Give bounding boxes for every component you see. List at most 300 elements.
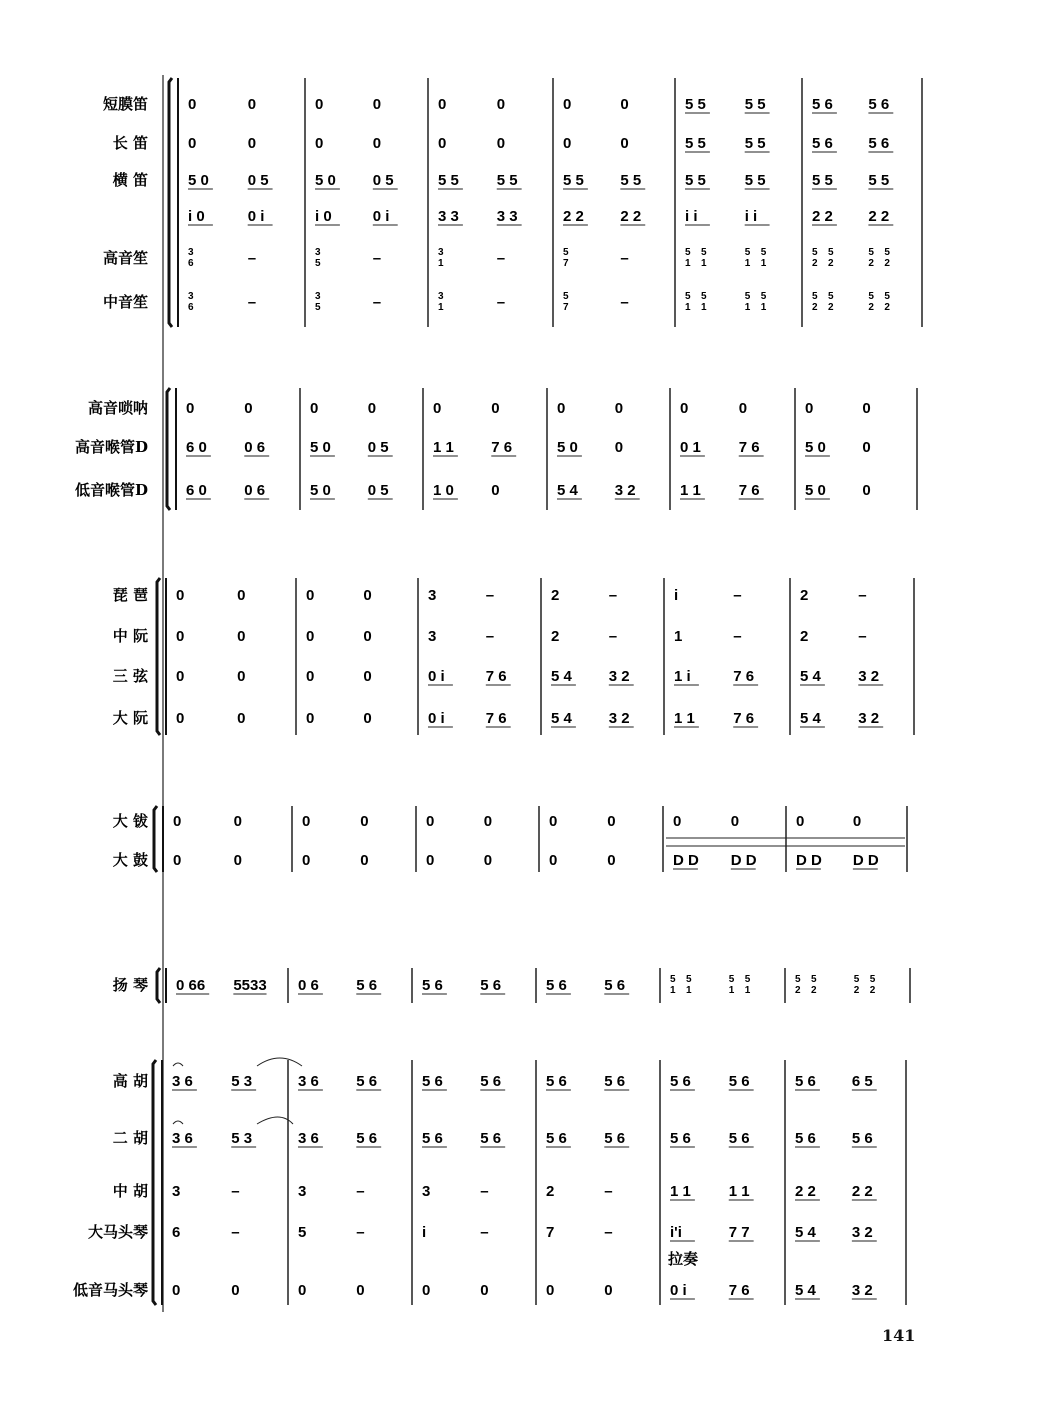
note-beat-1: 6 bbox=[172, 1224, 181, 1241]
note-beat-1: 0 bbox=[796, 813, 805, 830]
instrument-name: 三 弦 bbox=[112, 667, 148, 685]
note-beat-1: 0 bbox=[186, 400, 195, 417]
note-beat-1: 0 bbox=[546, 1282, 555, 1299]
slur bbox=[257, 1058, 302, 1066]
note-beat-1: 0 bbox=[563, 96, 572, 113]
note-beat-1-lower: 2 bbox=[812, 258, 818, 269]
note-beat-2: 0 bbox=[237, 668, 246, 685]
note-beat-1: 3 bbox=[428, 587, 437, 604]
note-beat-1-upper: 5 bbox=[795, 974, 801, 985]
note-beat-2: 5 6 bbox=[356, 977, 378, 994]
note-beat-2: 0 bbox=[480, 1282, 489, 1299]
note-beat-2-upper: 5 bbox=[884, 247, 890, 258]
note-beat-2: 5 6 bbox=[728, 1073, 750, 1090]
note-beat-1: 0 bbox=[426, 852, 435, 869]
note-beat-2-upper: 5 bbox=[868, 247, 874, 258]
note-beat-1: 2 bbox=[551, 628, 560, 645]
note-beat-2: – bbox=[496, 294, 506, 311]
note-beat-2: 3 2 bbox=[608, 668, 630, 685]
note-beat-1: 3 6 bbox=[298, 1073, 319, 1090]
note-beat-1-upper: 5 bbox=[563, 291, 569, 302]
instrument-name: 低音马头琴 bbox=[72, 1281, 148, 1299]
note-beat-1-upper: 5 bbox=[701, 291, 707, 302]
note-beat-1: 3 bbox=[428, 628, 437, 645]
note-beat-2: 0 bbox=[862, 439, 871, 456]
note-beat-2: 0 bbox=[247, 96, 257, 113]
note-beat-2: 3 2 bbox=[851, 1224, 873, 1241]
instrument-name: 高音喉管D bbox=[74, 438, 148, 456]
note-beat-2: 5 6 bbox=[868, 96, 890, 113]
note-beat-2: 0 bbox=[496, 135, 506, 152]
note-beat-1: 0 i bbox=[428, 668, 445, 685]
note-beat-1: 5 6 bbox=[422, 977, 443, 994]
note-beat-1-lower: 5 bbox=[315, 258, 321, 269]
note-beat-1: 5 4 bbox=[795, 1282, 816, 1299]
note-beat-2-upper: 5 bbox=[744, 291, 751, 302]
note-beat-2: 7 6 bbox=[485, 668, 507, 685]
note-beat-1: 5 6 bbox=[795, 1130, 816, 1147]
note-beat-2: – bbox=[372, 294, 382, 311]
note-beat-1: D D bbox=[796, 852, 822, 869]
note-beat-1: 2 2 bbox=[812, 208, 833, 225]
note-beat-1: 3 bbox=[298, 1183, 307, 1200]
note-beat-2: 0 bbox=[363, 628, 372, 645]
note-beat-1-upper: 3 bbox=[315, 247, 321, 258]
note-beat-1: 0 bbox=[680, 400, 689, 417]
note-beat-2: – bbox=[231, 1224, 240, 1241]
note-beat-2: 7 6 bbox=[728, 1282, 750, 1299]
note-beat-2: 3 2 bbox=[858, 710, 880, 727]
note-beat-1: 0 bbox=[306, 710, 315, 727]
note-beat-2: 7 6 bbox=[738, 482, 760, 499]
note-beat-1: 0 bbox=[188, 96, 197, 113]
note-beat-2: – bbox=[608, 628, 618, 645]
note-beat-1: 3 3 bbox=[438, 208, 459, 225]
instrument-name: 大 鼓 bbox=[112, 851, 148, 869]
note-beat-1: 0 bbox=[173, 813, 182, 830]
note-beat-2: 3 3 bbox=[496, 208, 518, 225]
note-beat-1: 5 6 bbox=[812, 96, 833, 113]
note-beat-1: 0 6 bbox=[298, 977, 319, 994]
note-beat-1: 0 bbox=[306, 587, 315, 604]
note-beat-1: 5 6 bbox=[795, 1073, 816, 1090]
note-beat-2-lower: 2 bbox=[868, 302, 874, 313]
note-beat-1-lower: 2 bbox=[811, 985, 817, 996]
note-beat-1: i i bbox=[685, 208, 698, 225]
note-beat-1: 5 5 bbox=[438, 172, 459, 189]
note-beat-1: 1 bbox=[674, 628, 683, 645]
note-beat-2: 0 5 bbox=[247, 172, 269, 189]
note-beat-1-lower: 1 bbox=[686, 985, 692, 996]
note-beat-1: 0 bbox=[805, 400, 814, 417]
note-beat-1: 5 4 bbox=[800, 668, 821, 685]
note-beat-1: 5 0 bbox=[805, 482, 826, 499]
note-beat-2: – bbox=[356, 1183, 365, 1200]
note-beat-1: 0 bbox=[302, 852, 311, 869]
note-beat-1: 0 66 bbox=[176, 977, 206, 994]
note-beat-2: 0 bbox=[231, 1282, 240, 1299]
note-beat-1-upper: 5 bbox=[686, 974, 692, 985]
note-beat-1-lower: 1 bbox=[438, 302, 444, 313]
note-beat-1: 0 bbox=[557, 400, 566, 417]
note-beat-2-upper: 5 bbox=[760, 291, 767, 302]
note-beat-2: 5 5 bbox=[744, 172, 766, 189]
note-beat-1-upper: 5 bbox=[828, 291, 834, 302]
note-beat-1: 5 6 bbox=[546, 1130, 567, 1147]
note-beat-1: 0 bbox=[302, 813, 311, 830]
note-beat-1: 0 bbox=[306, 668, 315, 685]
note-beat-2: 5533 bbox=[233, 977, 267, 994]
note-beat-1-lower: 7 bbox=[563, 258, 569, 269]
note-beat-2: – bbox=[485, 628, 495, 645]
note-beat-1: 2 bbox=[800, 628, 809, 645]
note-beat-2: 2 2 bbox=[620, 208, 642, 225]
note-beat-2-lower: 1 bbox=[744, 302, 751, 313]
note-beat-1: 5 6 bbox=[422, 1130, 443, 1147]
note-beat-1: 5 6 bbox=[546, 977, 567, 994]
instrument-name: 中 胡 bbox=[112, 1182, 148, 1200]
note-beat-2: 7 6 bbox=[491, 439, 513, 456]
note-beat-2: 5 6 bbox=[851, 1130, 873, 1147]
note-beat-1: 5 0 bbox=[557, 439, 578, 456]
instrument-name: 琵 琶 bbox=[112, 586, 148, 604]
note-beat-1: 5 0 bbox=[310, 482, 331, 499]
note-beat-2: 5 5 bbox=[496, 172, 518, 189]
note-beat-1: 0 bbox=[176, 587, 185, 604]
note-beat-2: 5 6 bbox=[604, 977, 626, 994]
note-beat-1: 0 i bbox=[428, 710, 445, 727]
note-beat-1-lower: 6 bbox=[188, 258, 194, 269]
note-beat-1-lower: 2 bbox=[828, 258, 834, 269]
note-beat-1: i 0 bbox=[188, 208, 205, 225]
note-beat-2: i i bbox=[744, 208, 758, 225]
note-beat-2-upper: 5 bbox=[853, 974, 860, 985]
note-beat-1: 2 bbox=[546, 1183, 555, 1200]
group-bracket bbox=[157, 578, 160, 735]
note-beat-2-lower: 1 bbox=[744, 258, 751, 269]
note-beat-1: 5 5 bbox=[685, 135, 706, 152]
note-beat-2: 0 6 bbox=[244, 482, 266, 499]
note-beat-2: 0 bbox=[363, 710, 372, 727]
note-beat-1: i bbox=[674, 587, 679, 604]
note-beat-1: 5 0 bbox=[315, 172, 336, 189]
note-beat-2: 0 bbox=[738, 400, 748, 417]
note-beat-2: – bbox=[480, 1183, 489, 1200]
note-beat-1: 0 bbox=[673, 813, 682, 830]
note-beat-1: 7 bbox=[546, 1224, 555, 1241]
note-beat-2-upper: 5 bbox=[760, 247, 767, 258]
note-beat-2: 0 bbox=[233, 852, 242, 869]
note-beat-2: 0 bbox=[730, 813, 740, 830]
note-beat-2: 0 bbox=[237, 587, 246, 604]
note-beat-2: – bbox=[247, 294, 257, 311]
group-bracket bbox=[154, 806, 157, 872]
group-bracket bbox=[153, 1060, 156, 1305]
note-beat-2: – bbox=[356, 1224, 365, 1241]
note-beat-1: i 0 bbox=[315, 208, 332, 225]
note-beat-2: 0 bbox=[483, 852, 493, 869]
instrument-name: 中 阮 bbox=[112, 627, 148, 645]
note-beat-1-upper: 3 bbox=[188, 247, 194, 258]
note-beat-1: 3 6 bbox=[172, 1073, 193, 1090]
note-beat-1: 0 bbox=[188, 135, 197, 152]
note-beat-1: 1 1 bbox=[670, 1183, 691, 1200]
note-beat-1: 6 0 bbox=[186, 439, 207, 456]
note-beat-1: 5 6 bbox=[670, 1130, 691, 1147]
note-beat-2: 0 bbox=[607, 852, 616, 869]
note-beat-2: D D bbox=[852, 852, 879, 869]
group-bracket bbox=[167, 388, 170, 510]
note-beat-1-upper: 5 bbox=[812, 247, 818, 258]
note-beat-1: 2 bbox=[551, 587, 560, 604]
group-bracket bbox=[157, 968, 160, 1003]
note-beat-2: 5 6 bbox=[604, 1130, 626, 1147]
note-beat-2: 0 bbox=[614, 400, 624, 417]
note-beat-2: 3 2 bbox=[858, 668, 880, 685]
note-beat-1: 0 bbox=[298, 1282, 307, 1299]
instrument-name: 大 钹 bbox=[112, 812, 148, 830]
note-beat-2: – bbox=[247, 250, 257, 267]
note-beat-2: 0 i bbox=[247, 208, 265, 225]
note-beat-2: 0 bbox=[356, 1282, 365, 1299]
note-beat-1: 0 i bbox=[670, 1282, 687, 1299]
note-beat-2: 3 2 bbox=[614, 482, 636, 499]
note-beat-2: 3 2 bbox=[851, 1282, 873, 1299]
instrument-name: 横 笛 bbox=[112, 171, 148, 189]
note-beat-1: i bbox=[422, 1224, 427, 1241]
note-beat-1: 5 4 bbox=[551, 668, 572, 685]
note-beat-1-lower: 2 bbox=[812, 302, 818, 313]
instrument-name: 长 笛 bbox=[112, 134, 148, 152]
note-beat-2: 5 3 bbox=[231, 1130, 253, 1147]
instrument-name: 高音唢呐 bbox=[87, 399, 148, 417]
note-beat-1: 5 4 bbox=[800, 710, 821, 727]
note-beat-2: – bbox=[858, 628, 867, 645]
note-beat-1-upper: 3 bbox=[438, 247, 444, 258]
note-beat-2: 0 5 bbox=[367, 482, 389, 499]
note-beat-1: 5 6 bbox=[422, 1073, 443, 1090]
note-beat-2-upper: 5 bbox=[744, 974, 751, 985]
note-beat-2: 0 5 bbox=[372, 172, 394, 189]
note-beat-1-lower: 1 bbox=[438, 258, 444, 269]
note-beat-1-upper: 3 bbox=[438, 291, 444, 302]
note-beat-2: – bbox=[620, 250, 629, 267]
note-beat-1: 5 4 bbox=[557, 482, 578, 499]
instrument-name: 扬 琴 bbox=[112, 976, 148, 994]
note-beat-2: 0 bbox=[372, 96, 382, 113]
performance-annotation: 拉奏 bbox=[668, 1250, 699, 1268]
note-beat-2: 0 bbox=[247, 135, 257, 152]
note-beat-1-lower: 1 bbox=[685, 258, 691, 269]
note-beat-1-lower: 2 bbox=[795, 985, 801, 996]
note-beat-2-upper: 5 bbox=[884, 291, 890, 302]
instrument-name: 高 胡 bbox=[112, 1072, 148, 1090]
note-beat-2: 0 bbox=[620, 96, 629, 113]
note-beat-2: 0 bbox=[862, 400, 871, 417]
note-beat-2: 3 2 bbox=[608, 710, 630, 727]
note-beat-1: 5 6 bbox=[546, 1073, 567, 1090]
note-beat-1: D D bbox=[673, 852, 699, 869]
note-beat-1-lower: 1 bbox=[701, 302, 707, 313]
note-beat-1-lower: 1 bbox=[670, 985, 676, 996]
note-beat-2: 2 2 bbox=[851, 1183, 873, 1200]
note-beat-1: 0 1 bbox=[680, 439, 701, 456]
note-beat-2-lower: 2 bbox=[853, 985, 860, 996]
note-beat-2: 0 bbox=[620, 135, 629, 152]
note-beat-2-upper: 5 bbox=[744, 247, 751, 258]
note-beat-1: 0 bbox=[310, 400, 319, 417]
note-beat-2: 0 bbox=[607, 813, 616, 830]
note-beat-2: – bbox=[485, 587, 495, 604]
note-beat-2: 7 7 bbox=[728, 1224, 750, 1241]
note-beat-2: – bbox=[496, 250, 506, 267]
note-beat-2: 5 5 bbox=[744, 96, 766, 113]
note-beat-2: 0 i bbox=[372, 208, 390, 225]
note-beat-1-upper: 5 bbox=[685, 291, 691, 302]
group-bracket bbox=[169, 78, 172, 327]
note-beat-2: 5 6 bbox=[604, 1073, 626, 1090]
note-beat-1: 5 5 bbox=[563, 172, 584, 189]
note-beat-1: 5 6 bbox=[812, 135, 833, 152]
note-beat-1: 5 0 bbox=[188, 172, 209, 189]
note-beat-2: 0 bbox=[483, 813, 493, 830]
note-beat-2: – bbox=[733, 628, 742, 645]
note-beat-1: 0 bbox=[315, 96, 324, 113]
note-beat-2: 0 bbox=[496, 96, 506, 113]
note-beat-1: 0 bbox=[563, 135, 572, 152]
note-beat-2-lower: 2 bbox=[884, 302, 890, 313]
instrument-name: 大 阮 bbox=[112, 709, 148, 727]
note-beat-1: 5 5 bbox=[685, 172, 706, 189]
note-beat-2: 1 1 bbox=[728, 1183, 750, 1200]
note-beat-1-lower: 6 bbox=[188, 302, 194, 313]
note-beat-2: 0 bbox=[363, 668, 372, 685]
note-beat-2: 5 5 bbox=[868, 172, 890, 189]
note-beat-1-upper: 5 bbox=[828, 247, 834, 258]
note-beat-2: 7 6 bbox=[738, 439, 760, 456]
note-beat-2: 5 6 bbox=[480, 1073, 502, 1090]
note-beat-1: 1 1 bbox=[674, 710, 695, 727]
note-beat-1: 3 6 bbox=[172, 1130, 193, 1147]
instrument-name: 短膜笛 bbox=[102, 95, 148, 113]
note-beat-2: – bbox=[480, 1224, 489, 1241]
note-beat-1-upper: 5 bbox=[812, 291, 818, 302]
note-beat-1: 0 bbox=[315, 135, 324, 152]
note-beat-2: 5 6 bbox=[868, 135, 890, 152]
note-beat-1: 2 bbox=[800, 587, 809, 604]
note-beat-2: 0 bbox=[360, 852, 369, 869]
note-beat-2: 5 6 bbox=[728, 1130, 750, 1147]
note-beat-2: – bbox=[620, 294, 629, 311]
note-beat-2: D D bbox=[730, 852, 757, 869]
page-number: 141 bbox=[882, 1326, 916, 1345]
note-beat-1: 0 bbox=[426, 813, 435, 830]
note-beat-1: 2 2 bbox=[795, 1183, 816, 1200]
note-beat-2: 7 6 bbox=[485, 710, 507, 727]
note-beat-2: 0 bbox=[237, 710, 246, 727]
note-beat-2-lower: 1 bbox=[760, 302, 767, 313]
note-beat-1: 0 bbox=[422, 1282, 431, 1299]
note-beat-1: 5 5 bbox=[812, 172, 833, 189]
instrument-name: 二 胡 bbox=[112, 1129, 148, 1147]
note-beat-1: 5 0 bbox=[310, 439, 331, 456]
note-beat-2: 7 6 bbox=[733, 668, 755, 685]
note-beat-2: 0 bbox=[372, 135, 382, 152]
note-beat-1-lower: 1 bbox=[685, 302, 691, 313]
note-beat-2: 0 bbox=[491, 482, 500, 499]
note-beat-2: 0 bbox=[367, 400, 377, 417]
note-beat-1: 1 1 bbox=[680, 482, 701, 499]
instrument-name: 中音笙 bbox=[102, 293, 148, 311]
note-beat-1-upper: 5 bbox=[701, 247, 707, 258]
note-beat-2-lower: 1 bbox=[728, 985, 735, 996]
note-beat-1: 0 bbox=[438, 135, 447, 152]
note-beat-2-lower: 2 bbox=[869, 985, 876, 996]
note-beat-2: – bbox=[604, 1183, 613, 1200]
note-beat-1: 0 bbox=[176, 668, 185, 685]
note-beat-2-upper: 5 bbox=[868, 291, 874, 302]
note-beat-2: 0 5 bbox=[367, 439, 389, 456]
note-beat-2-upper: 5 bbox=[869, 974, 876, 985]
note-beat-1: 0 bbox=[176, 628, 185, 645]
note-beat-1: 0 bbox=[176, 710, 185, 727]
note-beat-2: 5 6 bbox=[480, 977, 502, 994]
note-beat-2: 0 bbox=[604, 1282, 613, 1299]
note-beat-2: – bbox=[372, 250, 382, 267]
note-beat-2: 0 bbox=[852, 813, 862, 830]
instrument-name: 大马头琴 bbox=[87, 1223, 148, 1241]
instrument-name: 高音笙 bbox=[102, 249, 148, 267]
note-beat-1-lower: 2 bbox=[828, 302, 834, 313]
note-beat-1: 5 4 bbox=[795, 1224, 816, 1241]
note-beat-2-upper: 5 bbox=[728, 974, 735, 985]
note-beat-2-lower: 1 bbox=[744, 985, 751, 996]
note-beat-2: 0 bbox=[237, 628, 246, 645]
note-beat-2-lower: 1 bbox=[760, 258, 767, 269]
note-beat-2: 5 5 bbox=[744, 135, 766, 152]
note-beat-2-lower: 2 bbox=[868, 258, 874, 269]
note-beat-1-upper: 3 bbox=[188, 291, 194, 302]
note-beat-2: 5 6 bbox=[356, 1073, 378, 1090]
note-beat-1: 0 bbox=[438, 96, 447, 113]
note-beat-2: 0 bbox=[491, 400, 500, 417]
note-beat-2: – bbox=[604, 1224, 613, 1241]
note-beat-1: 5 6 bbox=[670, 1073, 691, 1090]
note-beat-2: 0 bbox=[614, 439, 624, 456]
note-beat-1: 0 bbox=[549, 852, 558, 869]
note-beat-2-lower: 2 bbox=[884, 258, 890, 269]
note-beat-2: – bbox=[231, 1183, 240, 1200]
note-beat-1-upper: 5 bbox=[563, 247, 569, 258]
note-beat-1: 6 0 bbox=[186, 482, 207, 499]
note-beat-2: 0 bbox=[233, 813, 242, 830]
note-beat-1-lower: 5 bbox=[315, 302, 321, 313]
note-beat-1: 1 0 bbox=[433, 482, 454, 499]
note-beat-2: 0 bbox=[244, 400, 253, 417]
note-beat-1-upper: 5 bbox=[685, 247, 691, 258]
note-beat-2: 5 3 bbox=[231, 1073, 253, 1090]
note-beat-1: 1 i bbox=[674, 668, 691, 685]
note-beat-2: 5 6 bbox=[480, 1130, 502, 1147]
slur bbox=[173, 1063, 183, 1066]
note-beat-2: 5 6 bbox=[356, 1130, 378, 1147]
note-beat-1: 5 0 bbox=[805, 439, 826, 456]
note-beat-1: 0 bbox=[172, 1282, 181, 1299]
note-beat-1: 3 bbox=[422, 1183, 431, 1200]
note-beat-2: 2 2 bbox=[868, 208, 890, 225]
note-beat-1-lower: 7 bbox=[563, 302, 569, 313]
slur bbox=[173, 1121, 183, 1124]
